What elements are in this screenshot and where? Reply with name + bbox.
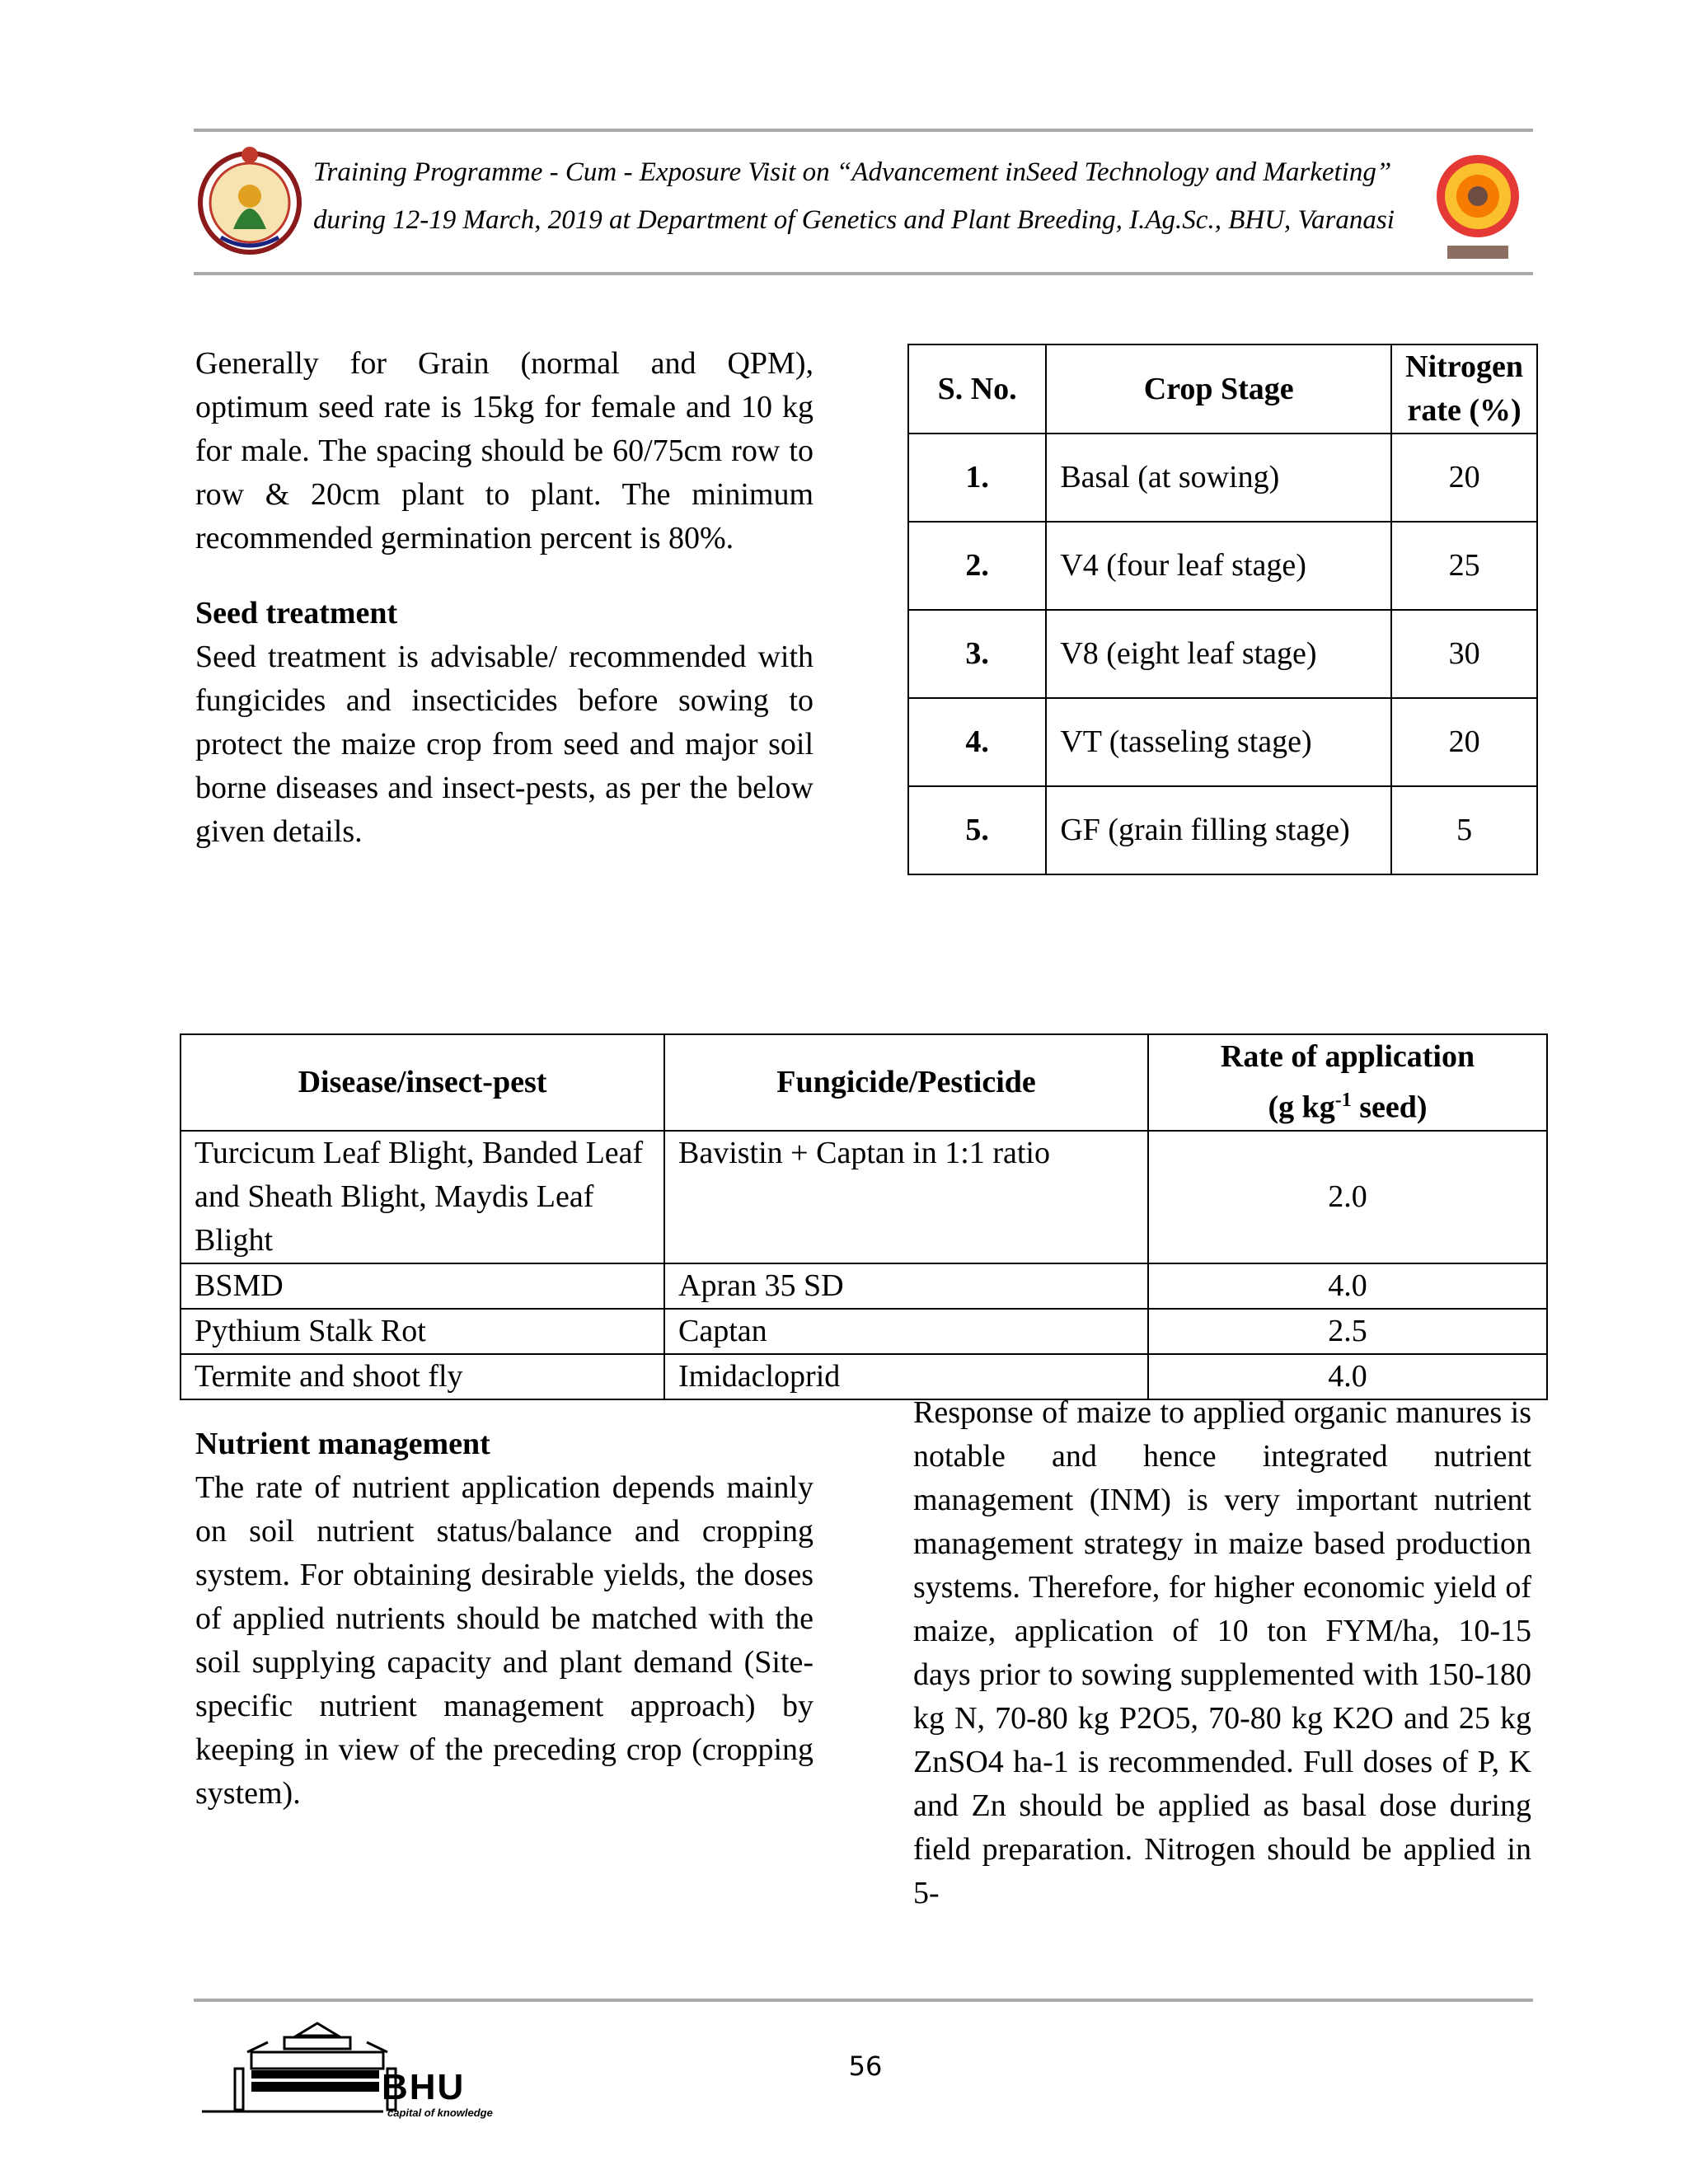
table-row xyxy=(181,1309,1547,1354)
cell-sno: 5. xyxy=(908,786,1046,874)
header-line-1: Training Programme - Cum - Exposure Visit on “Advancement inSeed Technology and Marketing” xyxy=(313,157,1392,187)
nutrient-management-heading: Nutrient management xyxy=(195,1427,490,1461)
cell-rate: 4.0 xyxy=(1148,1354,1547,1399)
seed-rate-paragraph: Generally for Grain (normal and QPM), optimum seed rate is 15kg for female and 10 kg for male. The spacing should be 60/75cm row to row & 20cm plant to plant. The minimum recommended germination percent is 80%. xyxy=(195,346,814,555)
page-number: 56 xyxy=(848,2050,883,2082)
seed-treatment-heading: Seed treatment xyxy=(195,596,398,630)
column-header-disease: Disease/insect-pest xyxy=(181,1034,664,1131)
table-row xyxy=(908,434,1537,522)
cell-rate: 25 xyxy=(1391,522,1537,610)
cell-pest: Turcicum Leaf Blight, Banded Leaf and Sheath Blight, Maydis Leaf Blight xyxy=(181,1131,664,1263)
table-row xyxy=(908,610,1537,698)
nutrient-left-paragraph: The rate of nutrient application depends mainly on soil nutrient status/balance and cropping system. For obtaining desirable yields, the doses of applied nutrients should be matched with the soil supplying capacity and plant demand (Site-specific nutrient management approach) by keeping in view of the preceding crop (cropping system). xyxy=(195,1470,814,1811)
rate-header-line1: Rate of application xyxy=(1220,1039,1475,1074)
table-row xyxy=(908,786,1537,874)
cell-pest: Termite and shoot fly xyxy=(181,1354,664,1399)
cell-rate: 2.0 xyxy=(1148,1131,1547,1263)
column-header-sno: S. No. xyxy=(908,344,1046,434)
cell-sno: 3. xyxy=(908,610,1046,698)
header-bottom-rule xyxy=(194,272,1533,275)
cell-chemical: Imidacloprid xyxy=(664,1354,1148,1399)
cell-rate: 20 xyxy=(1391,698,1537,786)
bhu-seal-logo xyxy=(1432,138,1523,266)
cell-stage: V4 (four leaf stage) xyxy=(1046,522,1391,610)
nutrient-right-paragraph: Response of maize to applied organic manures is notable and hence integrated nutrient management (INM) is very important nutrient management strategy in maize based production systems. Therefore, for higher economic yield of maize, application of 10 ton FYM/ha, 10-15 days prior to sowing supplemented with 150-180 kg N, 70-80 kg P2O5, 70-80 kg K2O and 25 kg ZnSO4 ha-1 is recommended. Full doses of P, K and Zn should be applied as basal dose during field preparation. Nitrogen should be applied in 5- xyxy=(913,1395,1531,1910)
cell-chemical: Captan xyxy=(664,1309,1148,1354)
cell-sno: 4. xyxy=(908,698,1046,786)
table-header-row xyxy=(908,344,1537,434)
nutrient-right-column xyxy=(913,1391,1531,1915)
intro-column xyxy=(195,342,814,854)
cell-sno: 1. xyxy=(908,434,1046,522)
cell-sno: 2. xyxy=(908,522,1046,610)
cell-stage: Basal (at sowing) xyxy=(1046,434,1391,522)
table-row xyxy=(908,698,1537,786)
table-header-row xyxy=(181,1034,1547,1131)
table-row xyxy=(181,1263,1547,1309)
cell-chemical: Bavistin + Captan in 1:1 ratio xyxy=(664,1131,1148,1263)
nutrient-left-column xyxy=(195,1422,814,1816)
rate-header-unit-end: seed) xyxy=(1351,1090,1428,1125)
cell-stage: V8 (eight leaf stage) xyxy=(1046,610,1391,698)
cell-rate: 5 xyxy=(1391,786,1537,874)
header-line-2: during 12-19 March, 2019 at Department of Genetics and Plant Breeding, I.Ag.Sc., BHU, Varanasi xyxy=(313,205,1395,235)
table-row xyxy=(181,1131,1547,1263)
rate-header-sup: -1 xyxy=(1334,1090,1352,1111)
bhu-logo-word: BHU xyxy=(382,2067,466,2107)
seed-treatment-table xyxy=(180,1033,1548,1400)
cell-rate: 2.5 xyxy=(1148,1309,1547,1354)
column-header-crop-stage: Crop Stage xyxy=(1046,344,1391,434)
training-emblem-logo xyxy=(188,138,312,262)
cell-rate: 30 xyxy=(1391,610,1537,698)
cell-stage: VT (tasseling stage) xyxy=(1046,698,1391,786)
footer-rule xyxy=(194,1999,1533,2002)
column-header-nitrogen-rate: Nitrogen rate (%) xyxy=(1391,344,1537,434)
nitrogen-schedule-table xyxy=(907,344,1538,875)
cell-rate: 20 xyxy=(1391,434,1537,522)
cell-pest: BSMD xyxy=(181,1263,664,1309)
table-row xyxy=(908,522,1537,610)
column-header-fungicide: Fungicide/Pesticide xyxy=(664,1034,1148,1131)
cell-pest: Pythium Stalk Rot xyxy=(181,1309,664,1354)
cell-rate: 4.0 xyxy=(1148,1263,1547,1309)
header-top-rule xyxy=(194,129,1533,132)
column-header-rate xyxy=(1148,1034,1547,1131)
cell-chemical: Apran 35 SD xyxy=(664,1263,1148,1309)
bhu-logo-tagline: capital of knowledge xyxy=(387,2107,493,2119)
cell-stage: GF (grain filling stage) xyxy=(1046,786,1391,874)
rate-header-unit: (g kg xyxy=(1268,1090,1335,1125)
seed-treatment-paragraph: Seed treatment is advisable/ recommended with fungicides and insecticides before sowing to protect the maize crop from seed and major soil borne diseases and insect-pests, as per the below given details. xyxy=(195,640,814,849)
